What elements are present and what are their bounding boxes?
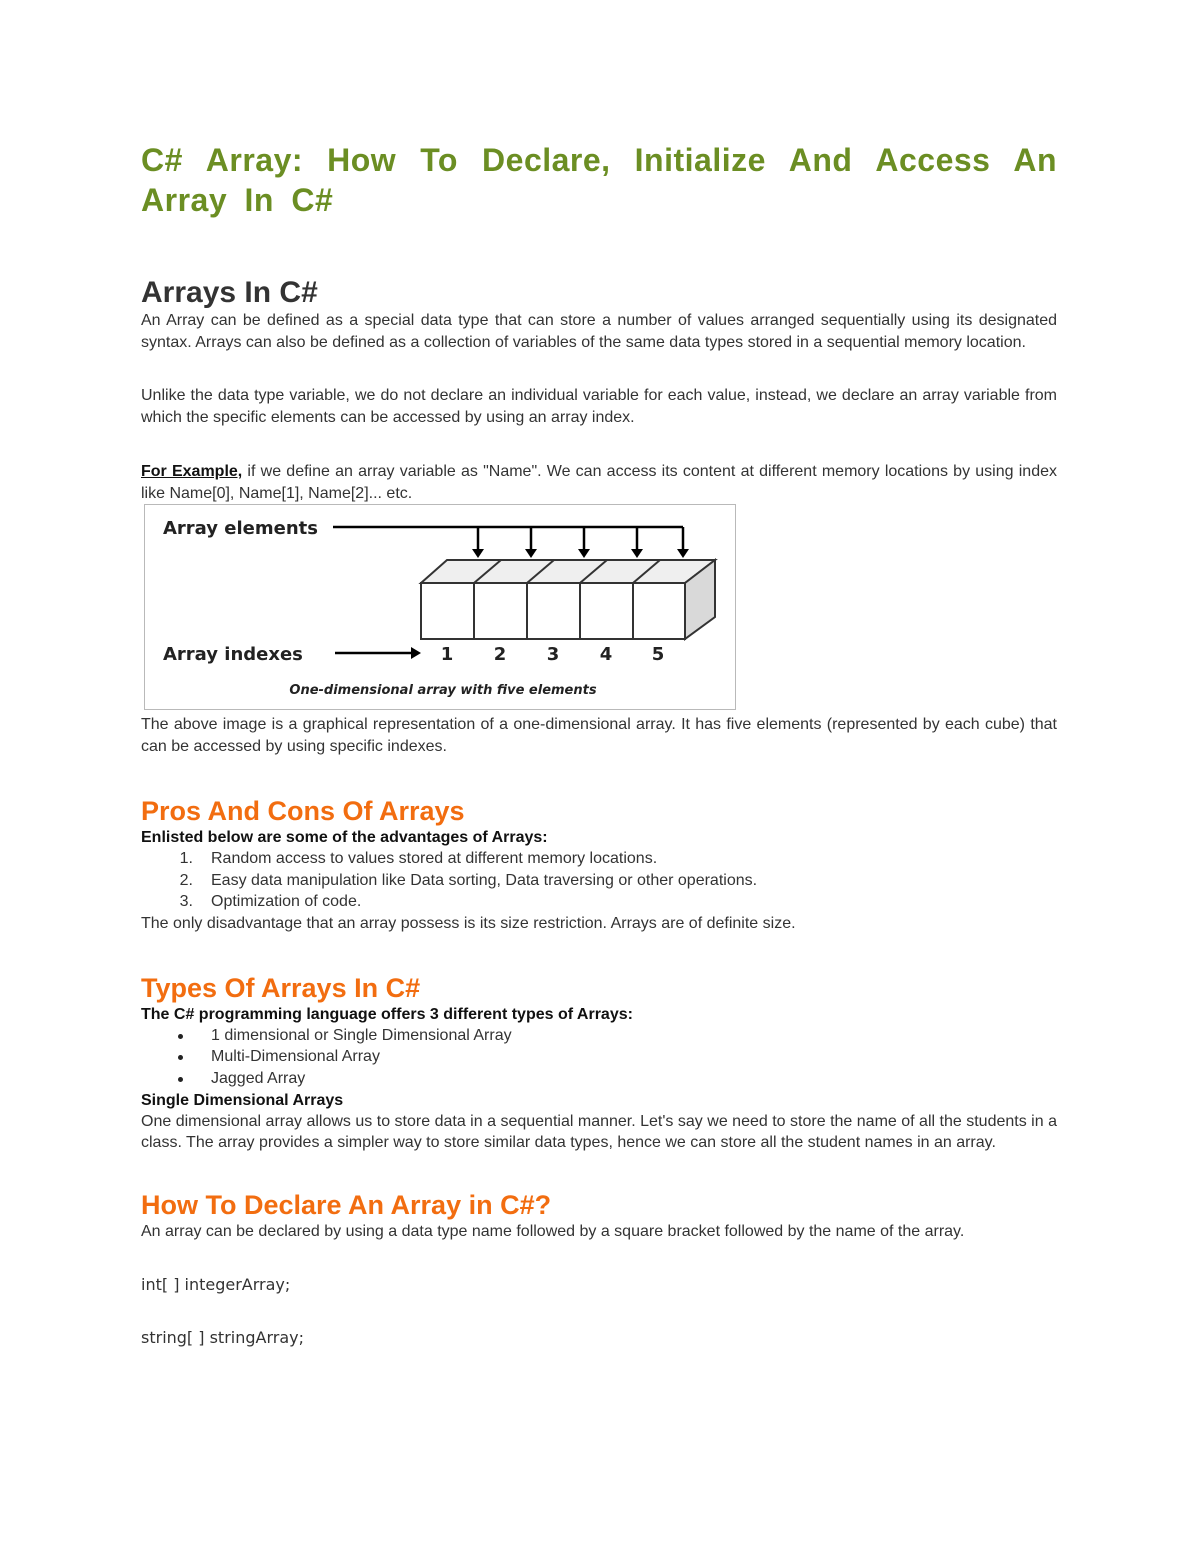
figure-container bbox=[141, 504, 1057, 714]
list-number: 3. bbox=[179, 893, 193, 911]
list-item bbox=[141, 1046, 1057, 1068]
list-item bbox=[141, 1025, 1057, 1047]
array-types-list bbox=[141, 1025, 1057, 1090]
paragraph-figure-description: The above image is a graphical representation of a one-dimensional array. It has five elements (represented by each cube) that can be accessed by using specific indexes. bbox=[141, 716, 1057, 755]
array-cubes bbox=[421, 560, 715, 639]
list-number: 2. bbox=[179, 871, 193, 889]
array-indexes-label: Array indexes bbox=[163, 644, 303, 665]
heading-arrays-in-csharp: Arrays In C# bbox=[141, 276, 318, 309]
array-diagram-svg bbox=[145, 505, 735, 709]
array-index-3: 3 bbox=[546, 644, 560, 665]
list-item bbox=[141, 1068, 1057, 1090]
array-index-1: 1 bbox=[440, 644, 454, 665]
bullet-icon bbox=[178, 1034, 183, 1039]
example-text: if we define an array variable as "Name". We can access its content at different memory locations by using index like Name[0], Name[1], Name[2]... etc. bbox=[141, 463, 1057, 502]
advantages-list bbox=[141, 848, 1057, 913]
code-string-array: string[ ] stringArray; bbox=[141, 1328, 304, 1348]
list-item bbox=[141, 891, 1057, 913]
paragraph-single-dimensional: One dimensional array allows us to store data in a sequential manner. Let's say we need to store the name of all the students in a class. The array provides a simpler way to store similar data types, hence we can store all the student names in an array. bbox=[141, 1112, 1057, 1152]
list-item-text: Optimization of code. bbox=[211, 893, 362, 911]
array-cube-3 bbox=[527, 583, 580, 639]
array-cube-5 bbox=[633, 583, 685, 639]
list-item-text: 1 dimensional or Single Dimensional Array bbox=[211, 1026, 512, 1044]
heading-pros-and-cons: Pros And Cons Of Arrays bbox=[141, 796, 465, 826]
array-cube-1 bbox=[421, 583, 474, 639]
paragraph-array-definition: An Array can be defined as a special data type that can store a number of values arranged sequentially using its designated syntax. Arrays can also be defined as a collection of variables of the same data types stored in a sequential memory location. bbox=[141, 312, 1057, 351]
list-item-text: Random access to values stored at different memory locations. bbox=[211, 850, 658, 867]
element-arrows bbox=[472, 527, 689, 558]
paragraph-array-variable: Unlike the data type variable, we do not declare an individual variable for each value, instead, we declare an array variable from which the specific elements can be accessed by using an array index. bbox=[141, 387, 1057, 426]
array-index-5: 5 bbox=[651, 644, 665, 665]
pros-intro: Enlisted below are some of the advantages of Arrays: bbox=[141, 829, 548, 846]
array-index-2: 2 bbox=[493, 644, 507, 665]
page-title: C# Array: How To Declare, Initialize And Access An Array In C# bbox=[141, 142, 1057, 218]
indexes-pointer-arrowhead bbox=[411, 647, 421, 659]
document-page bbox=[141, 140, 1057, 1347]
types-intro: The C# programming language offers 3 different types of Arrays: bbox=[141, 1005, 633, 1023]
list-item-text: Easy data manipulation like Data sorting, Data traversing or other operations. bbox=[211, 871, 758, 889]
bullet-icon bbox=[178, 1077, 183, 1082]
paragraph-example bbox=[141, 461, 1057, 504]
bullet-icon bbox=[178, 1055, 183, 1060]
example-label: For Example, bbox=[141, 463, 243, 480]
figure-caption: One-dimensional array with five elements bbox=[289, 683, 597, 698]
paragraph-disadvantage: The only disadvantage that an array possess is its size restriction. Arrays are of definite size. bbox=[141, 915, 796, 933]
code-int-array: int[ ] integerArray; bbox=[141, 1275, 291, 1295]
list-number: 1. bbox=[179, 850, 193, 867]
paragraph-declare: An array can be declared by using a data type name followed by a square bracket followed by the name of the array. bbox=[141, 1222, 965, 1240]
array-cube-4 bbox=[580, 583, 633, 639]
list-item-text: Multi-Dimensional Array bbox=[211, 1048, 380, 1066]
array-diagram bbox=[144, 504, 736, 710]
heading-declare-array: How To Declare An Array in C#? bbox=[141, 1189, 552, 1220]
array-elements-label: Array elements bbox=[163, 518, 318, 539]
list-item bbox=[141, 870, 1057, 892]
array-cube-2 bbox=[474, 583, 527, 639]
list-item-text: Jagged Array bbox=[211, 1070, 306, 1088]
list-item bbox=[141, 848, 1057, 870]
single-dimensional-heading: Single Dimensional Arrays bbox=[141, 1091, 344, 1109]
array-index-4: 4 bbox=[599, 644, 613, 665]
heading-types-of-arrays: Types Of Arrays In C# bbox=[141, 972, 421, 1003]
